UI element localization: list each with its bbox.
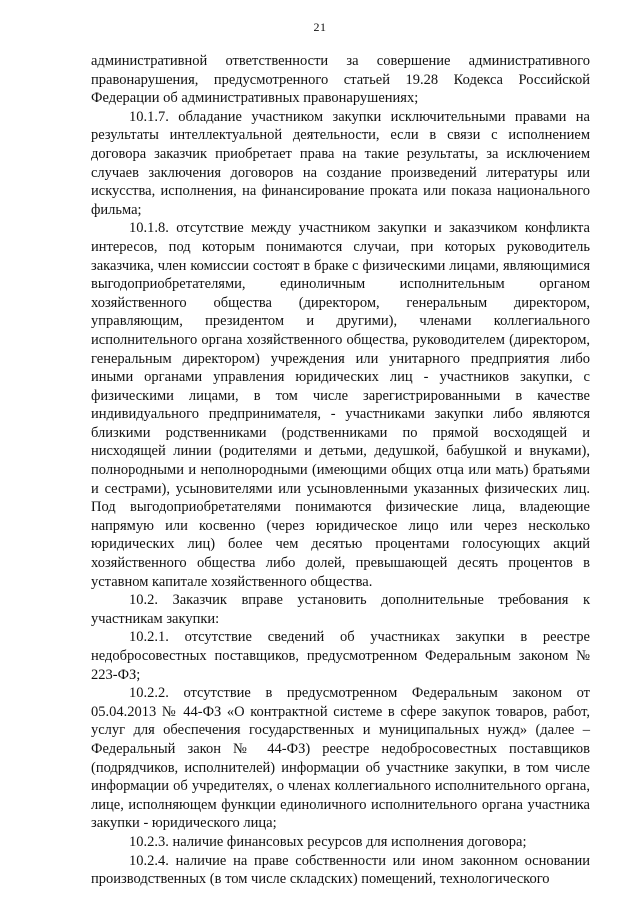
- paragraph-10-2: 10.2. Заказчик вправе установить дополнительные требования к участникам закупки:: [91, 592, 590, 627]
- paragraph-10-1-8: 10.1.8. отсутствие между участником закупки и заказчиком конфликта интересов, под которым понимаются случаи, при которых руководитель заказчика, член комиссии состоят в браке с физическими лицами, являющимися выгодоприобретателями, единоличным исполнительным органом хозяйственного общества (директором, генеральным директором, управляющим, президентом и другими), членами коллегиального исполнительного органа хозяйственного общества, руководителем (директором, генеральным директором) учреждения или унитарного предприятия либо иными органами управления юридических лиц - участников закупки, с физическими лицами, в том числе зарегистрированными в качестве индивидуального предпринимателя, - участниками закупки либо являются близкими родственниками (родственниками по прямой восходящей и нисходящей линии (родителями и детьми, дедушкой, бабушкой и внуками), полнородными и неполнородными (имеющими общих отца или мать) братьями и сестрами), усыновителями или усыновленными указанных физических лиц. Под выгодоприобретателями понимаются физические лица, владеющие напрямую или косвенно (через юридическое лицо или через несколько юридических лиц) более чем десятью процентами голосующих акций хозяйственного общества либо долей, превышающей десять процентов в уставном капитале хозяйственного общества.: [91, 220, 590, 590]
- page-number: 21: [313, 20, 327, 34]
- paragraph-10-2-2: 10.2.2. отсутствие в предусмотренном Федеральным законом от 05.04.2013 № 44-ФЗ «О контрактной системе в сфере закупок товаров, работ, услуг для обеспечения государственных и муниципальных нужд» (далее – Федеральный закон № 44-ФЗ) реестре недобросовестных поставщиков (подрядчиков, исполнителей) информации об участнике закупки, в том числе информации об учредителях, о членах коллегиального исполнительного органа, лице, исполняющем функции единоличного исполнительного органа участника закупки - юридического лица;: [91, 685, 590, 832]
- paragraph-10-2-3: 10.2.3. наличие финансовых ресурсов для исполнения договора;: [129, 833, 527, 850]
- paragraph-10-2-1: 10.2.1. отсутствие сведений об участниках закупки в реестре недобросовестных поставщиков, предусмотренном Федеральным законом № 223-ФЗ;: [91, 629, 590, 683]
- document-body: [91, 52, 590, 889]
- paragraph-continuation: административной ответственности за совершение административного правонарушения, предусмотренного статьей 19.28 Кодекса Российской Федерации об административных правонарушениях;: [91, 53, 590, 107]
- paragraph-10-1-7: 10.1.7. обладание участником закупки исключительными правами на результаты интеллектуальной деятельности, если в связи с исполнением договора заказчик приобретает права на такие результаты, за исключением случаев заключения договоров на создание произведений литературы или искусства, исполнения, на финансирование проката или показа национального фильма;: [91, 108, 590, 218]
- paragraph-10-2-4: 10.2.4. наличие на праве собственности или ином законном основании производственных (в том числе складских) помещений, технологического: [91, 852, 590, 888]
